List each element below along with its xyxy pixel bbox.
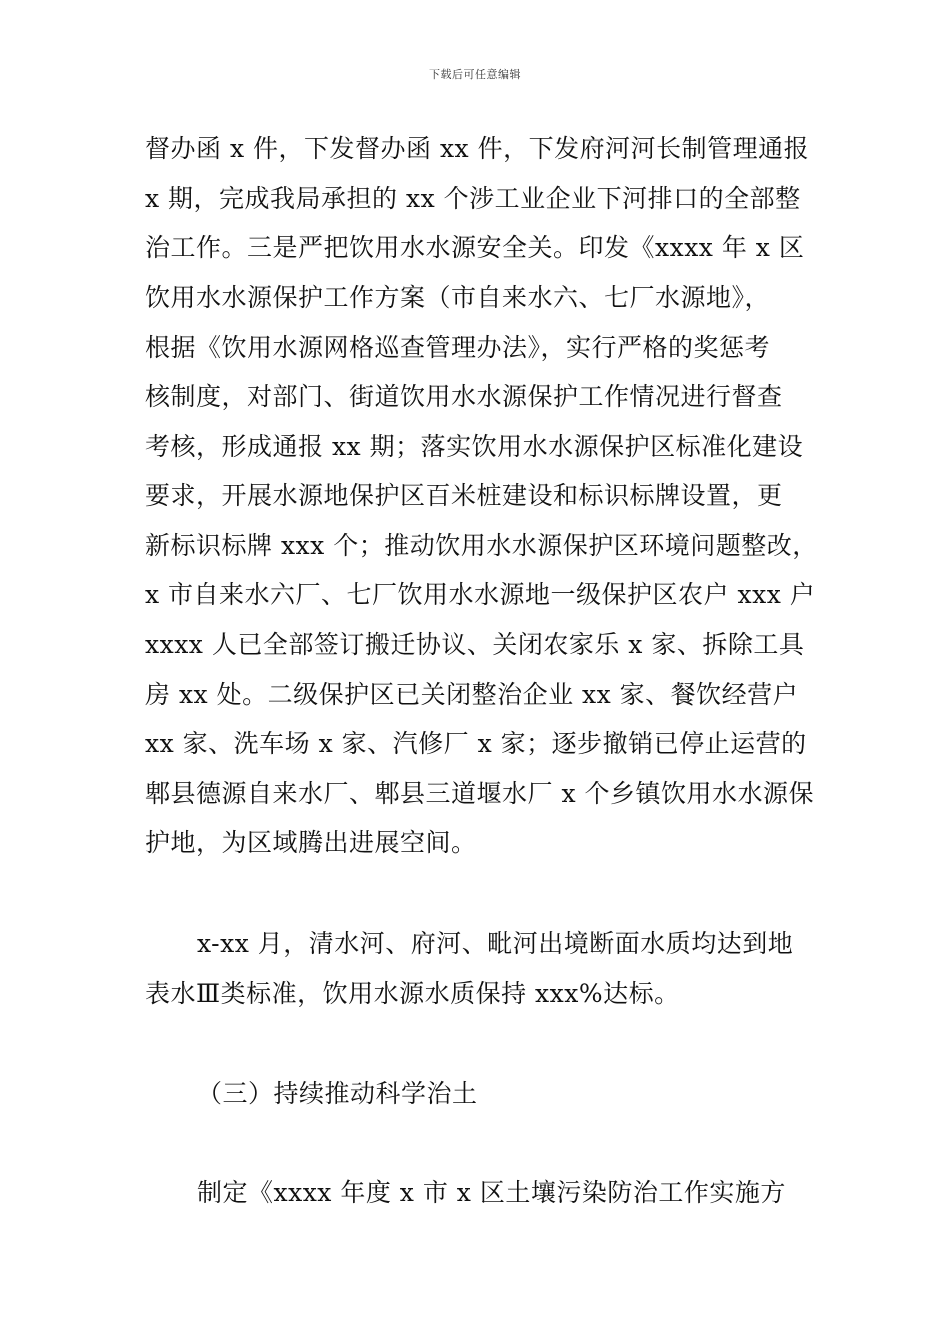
section-heading: （三）持续推动科学治土 (197, 1079, 478, 1108)
paragraph-line: 根据《饮用水源网格巡查管理办法》，实行严格的奖惩考 (145, 333, 771, 362)
paragraph-line: 新标识标牌 xxx 个；推动饮用水水源保护区环境问题整改， (145, 531, 818, 560)
paragraph-line: 护地，为区域腾出进展空间。 (145, 828, 477, 857)
paragraph-line: xxxx 人已全部签订搬迁协议、关闭农家乐 x 家、拆除工具 (145, 630, 805, 659)
page-header: 下载后可任意编辑 (429, 68, 521, 81)
paragraph-line: 考核，形成通报 xx 期；落实饮用水水源保护区标准化建设 (145, 432, 804, 461)
paragraph-line: 核制度，对部门、街道饮用水水源保护工作情况进行督查 (145, 382, 783, 411)
paragraph-line: 饮用水水源保护工作方案（市自来水六、七厂水源地》， (145, 283, 771, 312)
paragraph-line: x 期，完成我局承担的 xx 个涉工业企业下河排口的全部整 (145, 184, 801, 213)
paragraph-line: xx 家、洗车场 x 家、汽修厂 x 家；逐步撤销已停止运营的 (145, 729, 807, 758)
paragraph-line: 要求，开展水源地保护区百米桩建设和标识标牌设置，更 (145, 481, 783, 510)
paragraph-line: 治工作。三是严把饮用水水源安全关。印发《xxxx 年 x 区 (145, 233, 805, 262)
paragraph-line: x 市自来水六厂、七厂饮用水水源地一级保护区农户 xxx 户 (145, 580, 816, 609)
paragraph-line: 制定《xxxx 年度 x 市 x 区土壤污染防治工作实施方 (197, 1178, 786, 1207)
paragraph-line: 郫县德源自来水厂、郫县三道堰水厂 x 个乡镇饮用水水源保 (145, 779, 814, 808)
paragraph-line: 房 xx 处。二级保护区已关闭整治企业 xx 家、餐饮经营户 (145, 680, 799, 709)
paragraph-line: 表水Ⅲ类标准，饮用水源水质保持 xxx%达标。 (145, 979, 680, 1008)
paragraph-line: x-xx 月，清水河、府河、毗河出境断面水质均达到地 (197, 929, 794, 958)
paragraph-line: 督办函 x 件，下发督办函 xx 件，下发府河河长制管理通报 (145, 134, 810, 163)
